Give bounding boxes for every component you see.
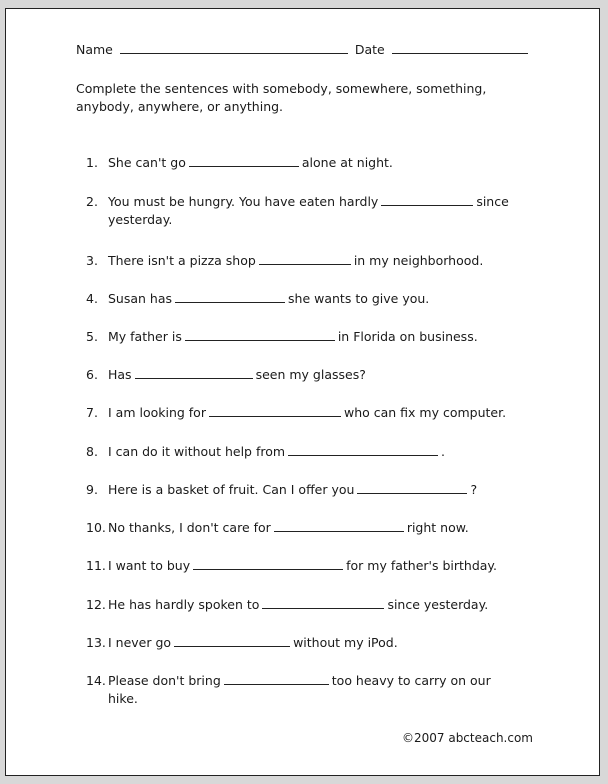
answer-blank-3[interactable] [259,252,351,265]
question-3: 3. There isn't a pizza shop in my neighborhood. [86,253,484,268]
answer-blank-7[interactable] [209,404,341,417]
question-13: 13. I never go without my iPod. [86,635,398,650]
answer-blank-2[interactable] [381,193,473,206]
question-7: 7. I am looking for who can fix my computer. [86,405,507,420]
answer-blank-1[interactable] [189,154,299,167]
name-field[interactable] [120,41,348,54]
name-label: Name [76,42,113,57]
question-11: 11. I want to buy for my father's birthday. [86,558,498,573]
answer-blank-12[interactable] [262,596,384,609]
question-2: 2. You must be hungry. You have eaten hardly since yesterday. [86,194,509,227]
instructions-line-2: anybody, anywhere, or anything. [76,99,284,114]
answer-blank-8[interactable] [288,443,438,456]
answer-blank-14[interactable] [224,672,329,685]
question-14: 14. Please don't bring too heavy to carry on our hike. [86,673,491,706]
question-9: 9. Here is a basket of fruit. Can I offer you ? [86,482,478,497]
question-1: 1. She can't go alone at night. [86,155,393,170]
question-6: 6. Has seen my glasses? [86,367,366,382]
copyright-notice: ©2007 abcteach.com [401,731,533,745]
answer-blank-6[interactable] [135,366,253,379]
date-field[interactable] [392,41,528,54]
answer-blank-13[interactable] [174,634,290,647]
question-4: 4. Susan has she wants to give you. [86,291,430,306]
question-12: 12. He has hardly spoken to since yesterday. [86,597,489,612]
answer-blank-11[interactable] [193,557,343,570]
answer-blank-9[interactable] [357,481,467,494]
answer-blank-4[interactable] [175,290,285,303]
worksheet-page [5,8,600,776]
question-5: 5. My father is in Florida on business. [86,329,478,344]
question-8: 8. I can do it without help from . [86,444,446,459]
question-10: 10. No thanks, I don't care for right now. [86,520,469,535]
date-label: Date [354,42,385,57]
name-row [76,41,531,57]
answer-blank-10[interactable] [274,519,404,532]
instructions-line-1: Complete the sentences with somebody, somewhere, something, [76,81,487,96]
answer-blank-5[interactable] [185,328,335,341]
